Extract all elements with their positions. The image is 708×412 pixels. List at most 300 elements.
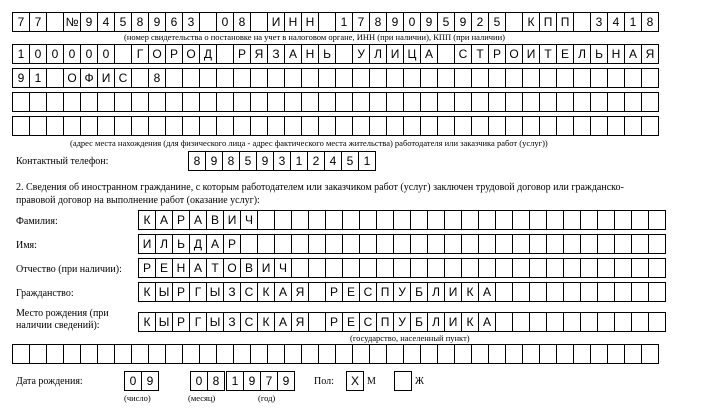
char-cell[interactable]: И xyxy=(444,312,462,332)
char-cell[interactable]: Я xyxy=(291,282,309,302)
char-cell[interactable] xyxy=(539,92,557,112)
char-cell[interactable] xyxy=(488,344,506,364)
char-cell[interactable] xyxy=(114,344,132,364)
char-cell[interactable]: Т xyxy=(206,258,224,278)
char-cell[interactable] xyxy=(240,234,258,254)
char-cell[interactable] xyxy=(308,312,326,332)
char-cell[interactable] xyxy=(199,68,217,88)
char-cell[interactable] xyxy=(165,116,183,136)
char-cell[interactable]: 7 xyxy=(12,12,30,32)
char-cell[interactable] xyxy=(46,92,64,112)
char-cell[interactable]: А xyxy=(189,210,207,230)
char-cell[interactable] xyxy=(29,116,47,136)
char-cell[interactable]: 0 xyxy=(97,44,115,64)
char-cell[interactable]: 3 xyxy=(273,151,291,171)
char-cell[interactable]: 1 xyxy=(290,151,308,171)
char-cell[interactable] xyxy=(546,282,564,302)
char-cell[interactable] xyxy=(529,210,547,230)
char-cell[interactable] xyxy=(597,312,615,332)
char-cell[interactable] xyxy=(308,210,326,230)
char-cell[interactable]: Ч xyxy=(240,210,258,230)
char-cell[interactable] xyxy=(471,68,489,88)
char-cell[interactable] xyxy=(376,258,394,278)
char-cell[interactable] xyxy=(437,44,455,64)
char-cell[interactable]: С xyxy=(240,312,258,332)
char-cell[interactable] xyxy=(165,68,183,88)
char-cell[interactable] xyxy=(563,312,581,332)
char-cell[interactable]: И xyxy=(138,234,156,254)
char-cell[interactable] xyxy=(648,210,666,230)
char-cell[interactable] xyxy=(216,344,234,364)
char-cell[interactable]: № xyxy=(63,12,81,32)
char-cell[interactable]: 5 xyxy=(437,12,455,32)
char-cell[interactable]: 9 xyxy=(256,151,274,171)
char-cell[interactable]: Т xyxy=(539,44,557,64)
char-cell[interactable]: 1 xyxy=(29,68,47,88)
char-cell[interactable] xyxy=(335,68,353,88)
phone-row[interactable] xyxy=(188,151,375,171)
char-cell[interactable]: 7 xyxy=(352,12,370,32)
char-cell[interactable] xyxy=(386,68,404,88)
char-cell[interactable] xyxy=(648,282,666,302)
char-cell[interactable] xyxy=(631,312,649,332)
char-cell[interactable] xyxy=(488,92,506,112)
sex-female-checkbox[interactable] xyxy=(394,371,411,391)
char-cell[interactable]: 9 xyxy=(420,12,438,32)
char-cell[interactable]: У xyxy=(352,44,370,64)
char-cell[interactable] xyxy=(29,92,47,112)
char-cell[interactable] xyxy=(318,116,336,136)
char-cell[interactable] xyxy=(335,344,353,364)
char-cell[interactable]: 9 xyxy=(277,371,295,391)
char-cell[interactable] xyxy=(386,92,404,112)
char-cell[interactable] xyxy=(631,210,649,230)
char-cell[interactable] xyxy=(648,258,666,278)
char-cell[interactable] xyxy=(233,68,251,88)
char-cell[interactable] xyxy=(590,116,608,136)
char-cell[interactable] xyxy=(420,344,438,364)
char-cell[interactable] xyxy=(461,210,479,230)
char-cell[interactable] xyxy=(512,282,530,302)
char-cell[interactable]: 8 xyxy=(233,12,251,32)
char-cell[interactable] xyxy=(631,234,649,254)
char-cell[interactable]: 9 xyxy=(454,12,472,32)
char-cell[interactable] xyxy=(114,116,132,136)
char-cell[interactable] xyxy=(359,210,377,230)
char-cell[interactable]: 0 xyxy=(46,44,64,64)
char-cell[interactable] xyxy=(46,68,64,88)
char-cell[interactable] xyxy=(597,258,615,278)
char-cell[interactable]: Я xyxy=(291,312,309,332)
char-cell[interactable] xyxy=(369,92,387,112)
char-cell[interactable]: 5 xyxy=(114,12,132,32)
char-cell[interactable] xyxy=(274,210,292,230)
char-cell[interactable]: С xyxy=(454,44,472,64)
char-cell[interactable] xyxy=(580,258,598,278)
char-cell[interactable] xyxy=(546,258,564,278)
char-cell[interactable] xyxy=(607,68,625,88)
char-cell[interactable] xyxy=(546,210,564,230)
char-cell[interactable] xyxy=(410,234,428,254)
char-cell[interactable] xyxy=(165,92,183,112)
char-cell[interactable]: 1 xyxy=(624,12,642,32)
char-cell[interactable]: Р xyxy=(488,44,506,64)
char-cell[interactable] xyxy=(301,68,319,88)
char-cell[interactable]: А xyxy=(284,44,302,64)
char-cell[interactable]: К xyxy=(461,312,479,332)
char-cell[interactable]: К xyxy=(138,210,156,230)
char-cell[interactable] xyxy=(369,68,387,88)
char-cell[interactable] xyxy=(614,234,632,254)
char-cell[interactable] xyxy=(216,44,234,64)
char-cell[interactable]: 0 xyxy=(80,44,98,64)
char-cell[interactable]: 5 xyxy=(488,12,506,32)
char-cell[interactable] xyxy=(590,68,608,88)
char-cell[interactable] xyxy=(454,344,472,364)
char-cell[interactable] xyxy=(301,92,319,112)
char-cell[interactable] xyxy=(250,92,268,112)
char-cell[interactable] xyxy=(505,92,523,112)
char-cell[interactable] xyxy=(631,258,649,278)
char-cell[interactable] xyxy=(80,116,98,136)
char-cell[interactable] xyxy=(505,116,523,136)
char-cell[interactable]: А xyxy=(274,312,292,332)
char-cell[interactable] xyxy=(573,92,591,112)
char-cell[interactable]: 8 xyxy=(148,68,166,88)
birth-day-row[interactable] xyxy=(124,371,158,391)
char-cell[interactable] xyxy=(291,210,309,230)
char-cell[interactable] xyxy=(410,210,428,230)
char-cell[interactable] xyxy=(529,312,547,332)
char-cell[interactable] xyxy=(318,68,336,88)
char-cell[interactable]: 1 xyxy=(226,371,244,391)
char-cell[interactable] xyxy=(444,234,462,254)
char-cell[interactable]: К xyxy=(257,312,275,332)
char-cell[interactable]: Ь xyxy=(172,234,190,254)
char-cell[interactable]: 8 xyxy=(641,12,659,32)
char-cell[interactable] xyxy=(250,12,268,32)
char-cell[interactable]: Е xyxy=(342,312,360,332)
char-cell[interactable]: 3 xyxy=(590,12,608,32)
char-cell[interactable]: Р xyxy=(172,282,190,302)
char-cell[interactable]: У xyxy=(393,282,411,302)
char-cell[interactable] xyxy=(437,116,455,136)
char-cell[interactable]: 0 xyxy=(29,44,47,64)
char-cell[interactable] xyxy=(488,68,506,88)
char-cell[interactable]: Р xyxy=(172,210,190,230)
char-cell[interactable]: С xyxy=(359,282,377,302)
char-cell[interactable] xyxy=(597,234,615,254)
char-cell[interactable] xyxy=(454,116,472,136)
char-cell[interactable] xyxy=(471,92,489,112)
name-row[interactable] xyxy=(138,234,665,254)
char-cell[interactable] xyxy=(267,344,285,364)
char-cell[interactable] xyxy=(335,116,353,136)
char-cell[interactable]: П xyxy=(556,12,574,32)
char-cell[interactable]: Г xyxy=(189,282,207,302)
char-cell[interactable] xyxy=(563,210,581,230)
char-cell[interactable]: 8 xyxy=(188,151,206,171)
char-cell[interactable] xyxy=(12,92,30,112)
char-cell[interactable]: Б xyxy=(410,312,428,332)
cert-inn-kpp-row[interactable] xyxy=(12,12,658,32)
char-cell[interactable] xyxy=(641,68,659,88)
char-cell[interactable]: Ч xyxy=(274,258,292,278)
char-cell[interactable] xyxy=(529,282,547,302)
char-cell[interactable]: Р xyxy=(233,44,251,64)
patronymic-row[interactable] xyxy=(138,258,665,278)
char-cell[interactable] xyxy=(386,116,404,136)
char-cell[interactable] xyxy=(97,116,115,136)
char-cell[interactable] xyxy=(369,344,387,364)
char-cell[interactable]: 1 xyxy=(335,12,353,32)
char-cell[interactable] xyxy=(563,258,581,278)
address-row-1[interactable] xyxy=(12,44,658,64)
char-cell[interactable] xyxy=(522,68,540,88)
birth-month-row[interactable] xyxy=(190,371,224,391)
char-cell[interactable] xyxy=(291,234,309,254)
char-cell[interactable] xyxy=(420,92,438,112)
char-cell[interactable] xyxy=(267,68,285,88)
char-cell[interactable] xyxy=(624,116,642,136)
char-cell[interactable]: Е xyxy=(342,282,360,302)
char-cell[interactable]: 4 xyxy=(97,12,115,32)
char-cell[interactable] xyxy=(284,68,302,88)
char-cell[interactable]: 2 xyxy=(471,12,489,32)
char-cell[interactable] xyxy=(148,92,166,112)
char-cell[interactable] xyxy=(607,344,625,364)
char-cell[interactable] xyxy=(46,344,64,364)
char-cell[interactable] xyxy=(614,282,632,302)
char-cell[interactable]: 1 xyxy=(12,44,30,64)
char-cell[interactable] xyxy=(522,116,540,136)
char-cell[interactable] xyxy=(131,116,149,136)
char-cell[interactable] xyxy=(495,210,513,230)
char-cell[interactable]: 9 xyxy=(243,371,261,391)
char-cell[interactable] xyxy=(182,344,200,364)
char-cell[interactable] xyxy=(325,234,343,254)
char-cell[interactable]: А xyxy=(478,282,496,302)
char-cell[interactable] xyxy=(512,312,530,332)
char-cell[interactable] xyxy=(46,12,64,32)
char-cell[interactable]: Р xyxy=(172,312,190,332)
char-cell[interactable] xyxy=(199,92,217,112)
address-row-3[interactable] xyxy=(12,92,658,112)
char-cell[interactable]: Н xyxy=(284,12,302,32)
char-cell[interactable]: Н xyxy=(607,44,625,64)
char-cell[interactable]: З xyxy=(223,312,241,332)
char-cell[interactable]: С xyxy=(359,312,377,332)
char-cell[interactable] xyxy=(274,234,292,254)
char-cell[interactable]: 5 xyxy=(341,151,359,171)
char-cell[interactable]: Л xyxy=(155,234,173,254)
char-cell[interactable] xyxy=(80,344,98,364)
char-cell[interactable] xyxy=(250,68,268,88)
char-cell[interactable]: 9 xyxy=(386,12,404,32)
char-cell[interactable] xyxy=(471,344,489,364)
char-cell[interactable] xyxy=(624,68,642,88)
char-cell[interactable] xyxy=(233,116,251,136)
char-cell[interactable] xyxy=(325,210,343,230)
char-cell[interactable] xyxy=(80,92,98,112)
char-cell[interactable] xyxy=(216,92,234,112)
char-cell[interactable] xyxy=(46,116,64,136)
char-cell[interactable] xyxy=(403,116,421,136)
char-cell[interactable]: Л xyxy=(573,44,591,64)
char-cell[interactable]: Ы xyxy=(155,282,173,302)
char-cell[interactable] xyxy=(505,344,523,364)
char-cell[interactable]: 4 xyxy=(607,12,625,32)
char-cell[interactable] xyxy=(114,44,132,64)
char-cell[interactable]: Р xyxy=(223,234,241,254)
char-cell[interactable]: 7 xyxy=(260,371,278,391)
char-cell[interactable] xyxy=(267,92,285,112)
char-cell[interactable]: А xyxy=(206,234,224,254)
char-cell[interactable] xyxy=(614,210,632,230)
char-cell[interactable] xyxy=(352,68,370,88)
char-cell[interactable]: Я xyxy=(641,44,659,64)
char-cell[interactable] xyxy=(182,68,200,88)
char-cell[interactable] xyxy=(199,12,217,32)
char-cell[interactable]: И xyxy=(97,68,115,88)
char-cell[interactable]: А xyxy=(624,44,642,64)
char-cell[interactable] xyxy=(233,344,251,364)
char-cell[interactable]: 0 xyxy=(124,371,142,391)
char-cell[interactable] xyxy=(427,234,445,254)
char-cell[interactable] xyxy=(437,68,455,88)
char-cell[interactable]: 1 xyxy=(358,151,376,171)
char-cell[interactable] xyxy=(563,282,581,302)
char-cell[interactable] xyxy=(291,258,309,278)
char-cell[interactable] xyxy=(461,258,479,278)
char-cell[interactable]: К xyxy=(138,312,156,332)
char-cell[interactable]: Е xyxy=(556,44,574,64)
char-cell[interactable] xyxy=(556,68,574,88)
char-cell[interactable] xyxy=(301,344,319,364)
char-cell[interactable] xyxy=(267,116,285,136)
char-cell[interactable] xyxy=(427,210,445,230)
birth-year-row[interactable] xyxy=(226,371,294,391)
char-cell[interactable]: С xyxy=(240,282,258,302)
char-cell[interactable] xyxy=(325,258,343,278)
char-cell[interactable] xyxy=(352,92,370,112)
char-cell[interactable]: И xyxy=(386,44,404,64)
char-cell[interactable] xyxy=(529,258,547,278)
char-cell[interactable] xyxy=(580,210,598,230)
char-cell[interactable] xyxy=(648,234,666,254)
char-cell[interactable] xyxy=(148,344,166,364)
char-cell[interactable]: Д xyxy=(199,44,217,64)
char-cell[interactable] xyxy=(359,234,377,254)
char-cell[interactable] xyxy=(607,116,625,136)
surname-row[interactable] xyxy=(138,210,665,230)
char-cell[interactable] xyxy=(539,344,557,364)
char-cell[interactable] xyxy=(420,68,438,88)
char-cell[interactable] xyxy=(301,116,319,136)
char-cell[interactable] xyxy=(641,116,659,136)
char-cell[interactable]: В xyxy=(206,210,224,230)
char-cell[interactable] xyxy=(393,234,411,254)
char-cell[interactable]: 9 xyxy=(148,12,166,32)
address-row-4[interactable] xyxy=(12,116,658,136)
char-cell[interactable] xyxy=(444,210,462,230)
char-cell[interactable]: Р xyxy=(138,258,156,278)
char-cell[interactable] xyxy=(257,234,275,254)
char-cell[interactable] xyxy=(437,92,455,112)
char-cell[interactable]: 0 xyxy=(63,44,81,64)
char-cell[interactable] xyxy=(335,92,353,112)
char-cell[interactable] xyxy=(624,92,642,112)
char-cell[interactable] xyxy=(403,344,421,364)
char-cell[interactable]: 0 xyxy=(216,12,234,32)
char-cell[interactable]: Л xyxy=(427,312,445,332)
char-cell[interactable] xyxy=(359,258,377,278)
char-cell[interactable] xyxy=(573,68,591,88)
char-cell[interactable] xyxy=(308,234,326,254)
char-cell[interactable] xyxy=(114,92,132,112)
char-cell[interactable]: Л xyxy=(427,282,445,302)
char-cell[interactable] xyxy=(556,92,574,112)
char-cell[interactable] xyxy=(131,92,149,112)
char-cell[interactable] xyxy=(624,344,642,364)
char-cell[interactable] xyxy=(284,344,302,364)
char-cell[interactable] xyxy=(63,344,81,364)
char-cell[interactable]: О xyxy=(182,44,200,64)
char-cell[interactable]: И xyxy=(522,44,540,64)
char-cell[interactable] xyxy=(250,116,268,136)
char-cell[interactable]: Ь xyxy=(318,44,336,64)
char-cell[interactable] xyxy=(522,344,540,364)
char-cell[interactable] xyxy=(386,344,404,364)
char-cell[interactable] xyxy=(410,258,428,278)
char-cell[interactable] xyxy=(444,258,462,278)
sex-male-checkbox[interactable] xyxy=(346,371,363,391)
char-cell[interactable]: Г xyxy=(189,312,207,332)
char-cell[interactable]: 9 xyxy=(12,68,30,88)
char-cell[interactable] xyxy=(250,344,268,364)
char-cell[interactable] xyxy=(478,234,496,254)
char-cell[interactable] xyxy=(369,116,387,136)
char-cell[interactable]: А xyxy=(155,210,173,230)
char-cell[interactable] xyxy=(546,234,564,254)
char-cell[interactable] xyxy=(376,234,394,254)
char-cell[interactable]: К xyxy=(138,282,156,302)
char-cell[interactable] xyxy=(495,234,513,254)
char-cell[interactable]: 8 xyxy=(222,151,240,171)
char-cell[interactable]: И xyxy=(444,282,462,302)
char-cell[interactable]: О xyxy=(148,44,166,64)
char-cell[interactable] xyxy=(342,234,360,254)
char-cell[interactable] xyxy=(308,258,326,278)
char-cell[interactable]: Р xyxy=(325,312,343,332)
char-cell[interactable] xyxy=(590,92,608,112)
char-cell[interactable]: Я xyxy=(250,44,268,64)
char-cell[interactable] xyxy=(454,92,472,112)
char-cell[interactable] xyxy=(522,92,540,112)
char-cell[interactable] xyxy=(573,344,591,364)
char-cell[interactable]: С xyxy=(114,68,132,88)
char-cell[interactable] xyxy=(437,344,455,364)
char-cell[interactable]: 8 xyxy=(369,12,387,32)
char-cell[interactable] xyxy=(199,116,217,136)
char-cell[interactable]: Г xyxy=(131,44,149,64)
char-cell[interactable]: Ы xyxy=(155,312,173,332)
char-cell[interactable] xyxy=(131,68,149,88)
char-cell[interactable]: Н xyxy=(301,44,319,64)
char-cell[interactable] xyxy=(318,344,336,364)
char-cell[interactable]: 0 xyxy=(190,371,208,391)
char-cell[interactable] xyxy=(63,92,81,112)
